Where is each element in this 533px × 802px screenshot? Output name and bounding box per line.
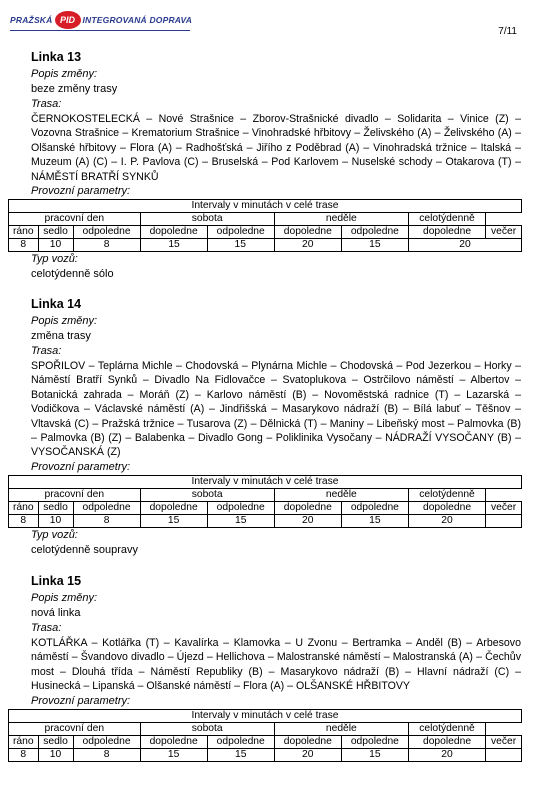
interval-table [8, 709, 522, 762]
logo-emblem: PID [55, 11, 81, 29]
logo-text-right: INTEGROVANÁ DOPRAVA [82, 15, 193, 25]
vehicle-type-label: Typ vozů: [31, 528, 78, 541]
interval-cell: 20 [408, 514, 485, 527]
col-header: sedlo [38, 735, 73, 748]
table-title: Intervaly v minutách v celé trase [9, 200, 522, 213]
interval-cell: 15 [341, 239, 408, 252]
group-weekday: pracovní den [9, 722, 141, 735]
interval-cell: 10 [38, 514, 73, 527]
interval-cell: 8 [9, 514, 39, 527]
interval-cell: 15 [140, 748, 207, 761]
group-saturday: sobota [140, 488, 274, 501]
col-header: dopoledne [408, 501, 485, 514]
logo-text-left: PRAŽSKÁ [10, 15, 53, 25]
change-label: Popis změny: [31, 315, 98, 327]
col-header: odpoledne [341, 501, 408, 514]
col-header: sedlo [38, 501, 73, 514]
col-header: večer [486, 226, 522, 239]
interval-cell: 8 [73, 748, 140, 761]
pid-logo [10, 8, 192, 32]
interval-cell: 15 [207, 748, 274, 761]
col-header: dopoledne [274, 501, 341, 514]
interval-table [8, 199, 522, 252]
vehicle-type-value: celotýdenně soupravy [31, 543, 139, 556]
col-header: odpoledne [73, 501, 140, 514]
table-title: Intervaly v minutách v celé trase [9, 709, 522, 722]
col-header: odpoledne [341, 226, 408, 239]
table-title: Intervaly v minutách v celé trase [9, 475, 522, 488]
group-allweek: celotýdenně [408, 213, 485, 226]
col-header: dopoledne [140, 226, 207, 239]
change-label: Popis změny: [31, 592, 98, 604]
col-header: večer [486, 735, 522, 748]
col-header: ráno [9, 735, 39, 748]
interval-cell: 20 [274, 514, 341, 527]
interval-cell: 8 [9, 239, 39, 252]
change-value: nová linka [31, 607, 81, 619]
col-header: ráno [9, 501, 39, 514]
interval-cell: 8 [9, 748, 39, 761]
line-title: Linka 14 [31, 297, 82, 311]
col-header: dopoledne [140, 501, 207, 514]
interval-cell-empty [486, 514, 522, 527]
change-label: Popis změny: [31, 68, 98, 80]
route-text: SPOŘILOV – Teplárna Michle – Chodovská – Plynárna Michle – Chodovská – Pod Jezerkou – Horky – Náměstí Bratří Synků – Divadlo Na Fidlovačce – Svatoplukova – Ostrčilovo náměstí – Albertov – Botanická zahrada – Moráň (Z) – Karlovo náměstí (B) – Novoměstská radnice (T) – Lazarská – Vodičkova – Václavské náměstí (A) – Jindřišská – Masarykovo nádraží (B) – Bílá labuť – Těšnov – Vltavská (C) – Pražská tržnice – Tusarova (Z) – Dělnická (T) – Maniny – Libeňský most – Palmovka (B) – Palmovka (B) (Z) – Balabenka – Divadlo Gong – Poliklinika Vysočany – NÁDRAŽÍ VYSOČANY (B) – VYSOČANSKÁ (Z) [31, 360, 521, 459]
page-header [10, 8, 525, 36]
interval-cell: 8 [73, 514, 140, 527]
col-header: dopoledne [408, 735, 485, 748]
group-allweek: celotýdenně [408, 488, 485, 501]
line-section-15 [12, 574, 521, 762]
interval-cell: 10 [38, 239, 73, 252]
vehicle-type-value: celotýdenně sólo [31, 268, 114, 281]
col-header: odpoledne [73, 735, 140, 748]
col-header: večer [486, 501, 522, 514]
interval-cell: 8 [73, 239, 140, 252]
group-allweek: celotýdenně [408, 722, 485, 735]
change-value: změna trasy [31, 330, 91, 342]
col-header: odpoledne [73, 226, 140, 239]
interval-cell: 15 [341, 748, 408, 761]
route-text: KOTLÁŘKA – Kotlářka (T) – Kavalírka – Klamovka – U Zvonu – Bertramka – Anděl (B) – Arbesovo náměstí – Švandovo divadlo – Újezd – Hellichova – Malostranské náměstí – Malostranská (A) – Čechův most – Dlouhá třída – Náměstí Republiky (B) – Masarykovo nádraží (B) – Hlavní nádraží (C) – Husinecká – Lipanská – Olšanské náměstí – Flora (A) – OLŠANSKÉ HŘBITOVY [31, 637, 521, 693]
interval-cell: 10 [38, 748, 73, 761]
route-label: Trasa: [31, 98, 62, 110]
interval-cell: 15 [341, 514, 408, 527]
col-header: odpoledne [207, 501, 274, 514]
line-section-13 [12, 50, 521, 282]
col-header: dopoledne [274, 226, 341, 239]
line-title: Linka 15 [31, 574, 82, 588]
interval-cell: 20 [408, 748, 485, 761]
interval-cell: 20 [274, 748, 341, 761]
interval-cell: 15 [140, 514, 207, 527]
page-number: 7/11 [498, 26, 517, 37]
col-header: odpoledne [207, 735, 274, 748]
interval-cell: 15 [207, 514, 274, 527]
col-header: dopoledne [408, 226, 485, 239]
vehicle-type-label: Typ vozů: [31, 253, 78, 266]
col-header: odpoledne [207, 226, 274, 239]
route-label: Trasa: [31, 345, 62, 357]
col-header: dopoledne [274, 735, 341, 748]
interval-cell: 20 [408, 239, 521, 252]
line-section-14 [12, 297, 521, 558]
params-label: Provozní parametry: [31, 694, 131, 707]
route-text: ČERNOKOSTELECKÁ – Nové Strašnice – Zborov-Strašnické divadlo – Solidarita – Vinice (Z) – Vozovna Strašnice – Krematorium Strašnice – Vinohradské hřbitovy – Želivského (A) – Želivského (A) – Olšanské hřbitovy – Flora (A) – Radhošťská – Jiřího z Poděbrad (A) – Vinohradská tržnice – Italská – Muzeum (A) (C) – I. P. Pavlova (C) – Bruselská – Pod Karlovem – Nuselské schody – Otakarova (T) – NÁMĚSTÍ BRATŘÍ SYNKŮ [31, 113, 521, 183]
group-saturday: sobota [140, 213, 274, 226]
interval-cell: 15 [207, 239, 273, 251]
route-label: Trasa: [31, 622, 62, 634]
col-header: odpoledne [341, 735, 408, 748]
line-title: Linka 13 [31, 50, 82, 64]
group-weekday: pracovní den [9, 488, 141, 501]
group-sunday: neděle [274, 722, 408, 735]
interval-cell: 15 [168, 239, 180, 251]
col-header: dopoledne [140, 735, 207, 748]
change-value: beze změny trasy [31, 83, 118, 95]
col-header: ráno [9, 226, 39, 239]
group-weekday: pracovní den [9, 213, 141, 226]
params-label: Provozní parametry: [31, 185, 131, 198]
group-sunday: neděle [274, 488, 408, 501]
group-saturday: sobota [140, 722, 274, 735]
interval-cell: 20 [274, 239, 341, 252]
interval-table [8, 475, 522, 528]
group-sunday: neděle [274, 213, 408, 226]
params-label: Provozní parametry: [31, 460, 131, 473]
logo-underline [10, 30, 190, 31]
col-header: sedlo [38, 226, 73, 239]
interval-cell-empty [486, 748, 522, 761]
interval-cell-split [140, 239, 274, 252]
